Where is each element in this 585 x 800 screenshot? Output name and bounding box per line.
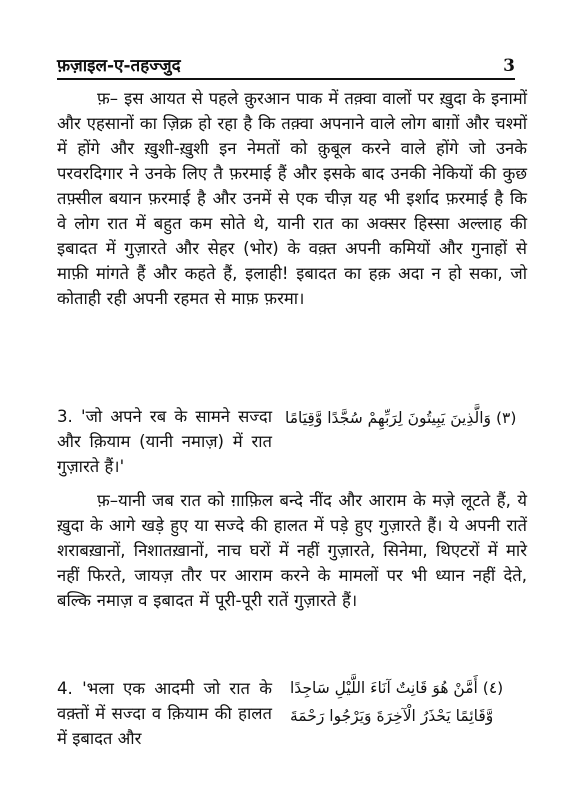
chapter-title: फ़ज़ाइल-ए-तहज्जुद	[57, 56, 181, 76]
commentary-paragraph-2	[57, 488, 527, 613]
header-rule	[57, 78, 515, 80]
commentary-text-2: फ़–यानी जब रात को ग़ाफ़िल बन्दे नींद और आराम के मज़े लूटते हैं, ये ख़ुदा के आगे खड़े हुए या सज्दे की हालत में पड़े हुए गुज़ारते हैं। ये अपनी रातें शराबख़ानों, निशातख़ानों, नाच घरों में नहीं गुज़ारते, सिनेमा, थिएटरों में मारे नहीं फिरते, जायज़ तौर पर आराम करने के मामलों पर भी ध्यान नहीं देते, बल्कि नमाज़ व इबादत में पूरी-पूरी रातें गुज़ारते हैं।	[57, 491, 527, 610]
page-header	[57, 52, 515, 80]
arabic-verse-4-line-2: وَّقَائِمًا يَحْذَرُ الْآخِرَةَ وَيَرْجُوا رَحْمَةَ	[290, 707, 494, 725]
arabic-verse-3: (٣) وَالَّذِينَ يَبِيتُونَ لِرَبِّهِمْ سُجَّدًا وَّقِيَامًا	[285, 409, 517, 427]
arabic-verse-4	[290, 674, 528, 730]
arabic-verse-4-line-1: (٤) أَمَّنْ هُوَ قَانِتٌ آنَاءَ اللَّيْلِ سَاجِدًا	[290, 679, 504, 697]
page-number: 3	[503, 56, 515, 76]
verse-translation-3: 3. 'जो अपने रब के सामने सज्दा और क़ियाम (यानी नमाज़) में रात गुज़ारते हैं।'	[57, 407, 272, 476]
commentary-paragraph-1	[57, 86, 527, 311]
verse-translation-4: 4. 'भला एक आदमी जो रात के वक़्तों में सज्दा व क़ियाम की हालत में इबादत और	[57, 679, 272, 748]
commentary-text-1: फ़– इस आयत से पहले क़ुरआन पाक में तक़्वा वालों पर ख़ुदा के इनामों और एहसानों का ज़िक्र हो रहा है कि तक़्वा अपनाने वाले लोग बाग़ों और चश्मों में होंगे और ख़ुशी-ख़ुशी इन नेमतों को क़ुबूल करने वाले होंगे जो उनके परवरदिगार ने उनके लिए तै फ़रमाई हैं और इसके बाद उनकी नेकियों की कुछ तफ़्सील बयान फ़रमाई है और उनमें से एक चीज़ यह भी इर्शाद फ़रमाई है कि वे लोग रात में बहुत कम सोते थे, यानी रात का अक्सर हिस्सा अल्लाह की इबादत में गुज़ारते और सेहर (भोर) के वक़्त अपनी कमियों और गुनाहों से माफ़ी मांगते हैं और कहते हैं, इलाही! इबादत का हक़ अदा न हो सका, जो कोताही रही अपनी रहमत से माफ़ फ़रमा।	[57, 89, 527, 308]
